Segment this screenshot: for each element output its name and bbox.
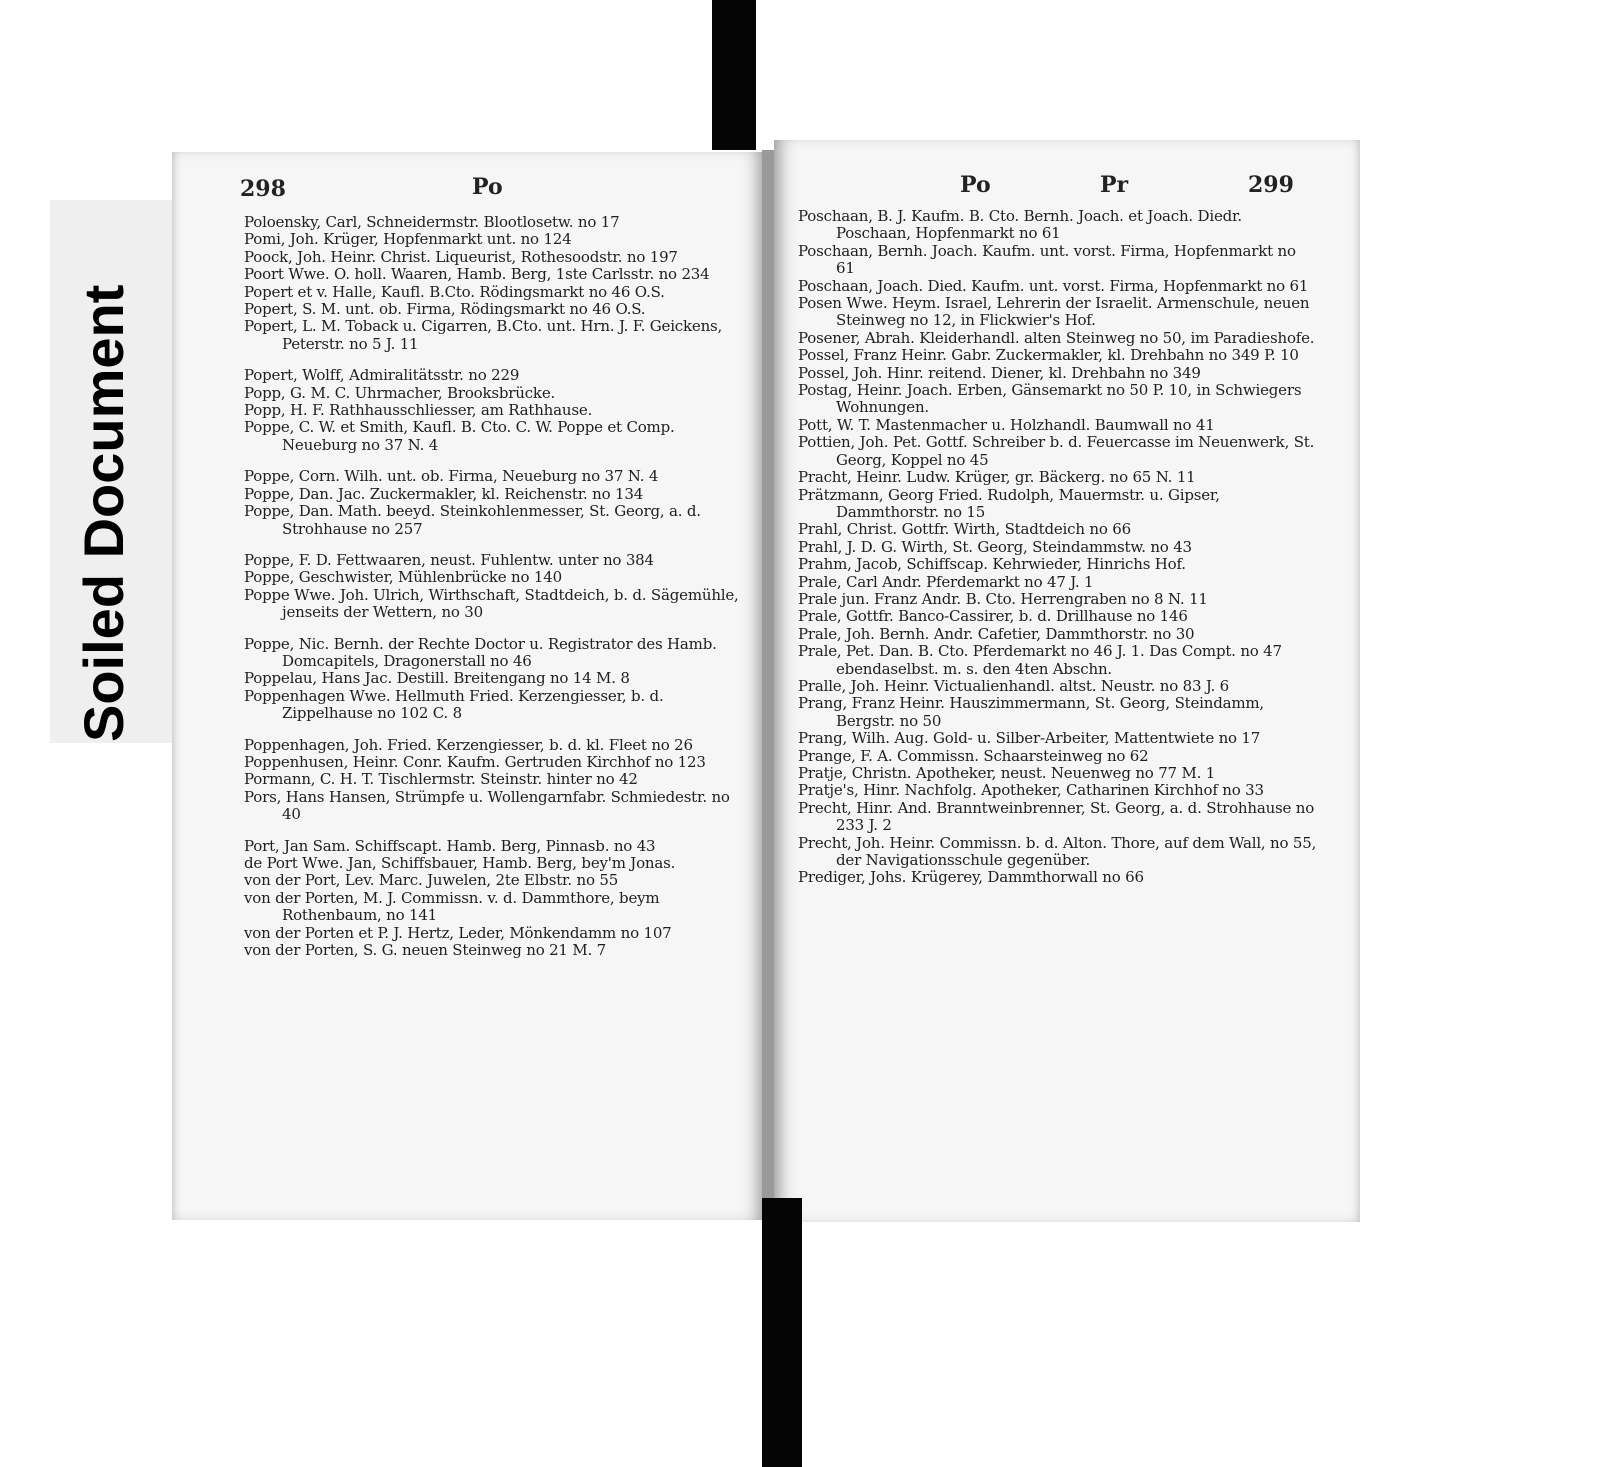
list-item: Poppelau, Hans Jac. Destill. Breitengang no 14 M. 8	[244, 669, 630, 688]
list-item: Popert et v. Halle, Kaufl. B.Cto. Rödingsmarkt no 46 O.S.	[244, 282, 665, 301]
list-item: Precht, Hinr. And. Branntweinbrenner, St. Georg, a. d. Strohhause no 233 J. 2	[798, 798, 1315, 835]
list-item: Poschaan, Joach. Died. Kaufm. unt. vorst. Firma, Hopfenmarkt no 61	[798, 276, 1309, 295]
left-running-head: Po	[472, 174, 503, 200]
list-item: Possel, Franz Heinr. Gabr. Zuckermakler, kl. Drehbahn no 349 P. 10	[798, 346, 1299, 365]
right-page-number: 299	[1248, 172, 1294, 198]
list-item: Poppe, Dan. Jac. Zuckermakler, kl. Reichenstr. no 134	[244, 484, 644, 503]
list-item: Prale, Joh. Bernh. Andr. Cafetier, Dammthorstr. no 30	[798, 624, 1195, 643]
list-item: Prätzmann, Georg Fried. Rudolph, Mauermstr. u. Gipser, Dammthorstr. no 15	[798, 485, 1220, 521]
left-entry-list	[244, 214, 744, 959]
list-item: Possel, Joh. Hinr. reitend. Diener, kl. Drehbahn no 349	[798, 363, 1201, 382]
list-item: Prale, Carl Andr. Pferdemarkt no 47 J. 1	[798, 572, 1094, 591]
list-item: von der Porten, M. J. Commissn. v. d. Dammthore, beym Rothenbaum, no 141	[244, 888, 660, 925]
list-item: von der Porten, S. G. neuen Steinweg no 21 M. 7	[244, 941, 606, 960]
list-item: Prahm, Jacob, Schiffscap. Kehrwieder, Hinrichs Hof.	[798, 555, 1186, 574]
list-item: Prang, Franz Heinr. Hauszimmermann, St. Georg, Steindamm, Bergstr. no 50	[798, 694, 1264, 730]
list-item: Popert, L. M. Toback u. Cigarren, B.Cto. unt. Hrn. J. F. Geickens, Peterstr. no 5 J. 11	[244, 317, 723, 353]
list-item: Poock, Joh. Heinr. Christ. Liqueurist, Rothesoodstr. no 197	[244, 247, 678, 266]
list-item: Poloensky, Carl, Schneidermstr. Blootlosetw. no 17	[244, 213, 620, 231]
right-running-head-pr: Pr	[1100, 172, 1129, 198]
list-item: Popp, H. F. Rathhausschliesser, am Rathhause.	[244, 401, 593, 420]
list-item: Pottien, Joh. Pet. Gottf. Schreiber b. d. Feuercasse im Neuenwerk, St. Georg, Koppel no 45	[798, 433, 1315, 469]
list-item: Pomi, Joh. Krüger, Hopfenmarkt unt. no 124	[244, 230, 572, 249]
list-item: Popert, S. M. unt. ob. Firma, Rödingsmarkt no 46 O.S.	[244, 300, 646, 319]
list-item: von der Porten et P. J. Hertz, Leder, Mönkendamm no 107	[244, 923, 672, 942]
left-page	[172, 152, 764, 1220]
list-item: Port, Jan Sam. Schiffscapt. Hamb. Berg, Pinnasb. no 43	[244, 836, 656, 855]
list-item: von der Port, Lev. Marc. Juwelen, 2te Elbstr. no 55	[244, 871, 619, 890]
list-item: Pratje's, Hinr. Nachfolg. Apotheker, Catharinen Kirchhof no 33	[798, 781, 1264, 800]
list-item: Poppe, Nic. Bernh. der Rechte Doctor u. Registrator des Hamb. Domcapitels, Dragonerstall no 46	[244, 634, 717, 670]
list-item: Prale, Gottfr. Banco-Cassirer, b. d. Drillhause no 146	[798, 607, 1188, 626]
list-item: Poppe, Dan. Math. beeyd. Steinkohlenmesser, St. Georg, a. d. Strohhause no 257	[244, 502, 701, 538]
list-item: Popp, G. M. C. Uhrmacher, Brooksbrücke.	[244, 383, 556, 402]
list-item: de Port Wwe. Jan, Schiffsbauer, Hamb. Berg, bey'm Jonas.	[244, 854, 676, 872]
bookmark-ribbon-bottom	[762, 1198, 802, 1467]
list-item: Prale, Pet. Dan. B. Cto. Pferdemarkt no 46 J. 1. Das Compt. no 47 ebendaselbst. m. s. den 4ten Abschn.	[798, 642, 1282, 678]
list-item: Prange, F. A. Commissn. Schaarsteinweg no 62	[798, 746, 1149, 765]
list-item: Poppe, Corn. Wilh. unt. ob. Firma, Neueburg no 37 N. 4	[244, 467, 659, 486]
list-item: Postag, Heinr. Joach. Erben, Gänsemarkt no 50 P. 10, in Schwiegers Wohnungen.	[798, 381, 1302, 417]
list-item: Poppe, F. D. Fettwaaren, neust. Fuhlentw. unter no 384	[244, 550, 654, 569]
list-item: Prahl, Christ. Gottfr. Wirth, Stadtdeich no 66	[798, 520, 1131, 539]
list-item: Poppenhagen Wwe. Hellmuth Fried. Kerzengiesser, b. d. Zippelhause no 102 C. 8	[244, 686, 664, 723]
right-entry-list	[798, 208, 1318, 887]
list-item: Popert, Wolff, Admiralitätsstr. no 229	[244, 366, 520, 385]
list-item: Pralle, Joh. Heinr. Victualienhandl. altst. Neustr. no 83 J. 6	[798, 676, 1229, 695]
list-item: Poppe, C. W. et Smith, Kaufl. B. Cto. C. W. Poppe et Comp. Neueburg no 37 N. 4	[244, 418, 675, 454]
right-page	[774, 140, 1360, 1222]
list-item: Poschaan, Bernh. Joach. Kaufm. unt. vorst. Firma, Hopfenmarkt no 61	[798, 241, 1296, 278]
list-item: Poppenhusen, Heinr. Conr. Kaufm. Gertruden Kirchhof no 123	[244, 752, 706, 771]
list-item: Pors, Hans Hansen, Strümpfe u. Wollengarnfabr. Schmiedestr. no 40	[244, 787, 730, 824]
list-item: Pormann, C. H. T. Tischlermstr. Steinstr. hinter no 42	[244, 770, 638, 789]
bookmark-ribbon-top	[712, 0, 756, 150]
list-item: Posen Wwe. Heym. Israel, Lehrerin der Israelit. Armenschule, neuen Steinweg no 12, in Flickwier's Hof.	[798, 294, 1310, 330]
list-item: Prediger, Johs. Krügerey, Dammthorwall no 66	[798, 868, 1144, 887]
list-item: Prahl, J. D. G. Wirth, St. Georg, Steindammstw. no 43	[798, 537, 1192, 556]
list-item: Pracht, Heinr. Ludw. Krüger, gr. Bäckerg. no 65 N. 11	[798, 468, 1196, 487]
list-item: Poppe, Geschwister, Mühlenbrücke no 140	[244, 568, 562, 587]
list-item: Pott, W. T. Mastenmacher u. Holzhandl. Baumwall no 41	[798, 415, 1215, 434]
list-item: Poppenhagen, Joh. Fried. Kerzengiesser, b. d. kl. Fleet no 26	[244, 735, 693, 754]
right-running-head-po: Po	[960, 172, 991, 198]
list-item: Prale jun. Franz Andr. B. Cto. Herrengraben no 8 N. 11	[798, 589, 1208, 608]
list-item: Pratje, Christn. Apotheker, neust. Neuenweg no 77 M. 1	[798, 764, 1216, 782]
list-item: Poort Wwe. O. holl. Waaren, Hamb. Berg, 1ste Carlsstr. no 234	[244, 265, 710, 284]
list-item: Prang, Wilh. Aug. Gold- u. Silber-Arbeiter, Mattentwiete no 17	[798, 729, 1261, 748]
soiled-document-stamp: Soiled Document	[72, 284, 135, 742]
list-item: Poschaan, B. J. Kaufm. B. Cto. Bernh. Joach. et Joach. Diedr. Poschaan, Hopfenmarkt no 61	[798, 207, 1242, 243]
list-item: Posener, Abrah. Kleiderhandl. alten Steinweg no 50, im Paradieshofe.	[798, 328, 1315, 347]
list-item: Poppe Wwe. Joh. Ulrich, Wirthschaft, Stadtdeich, b. d. Sägemühle, jenseits der Wettern, no 30	[244, 585, 739, 622]
left-page-number: 298	[240, 176, 286, 202]
list-item: Precht, Joh. Heinr. Commissn. b. d. Alton. Thore, auf dem Wall, no 55, der Navigationsschule gegenüber.	[798, 833, 1317, 870]
